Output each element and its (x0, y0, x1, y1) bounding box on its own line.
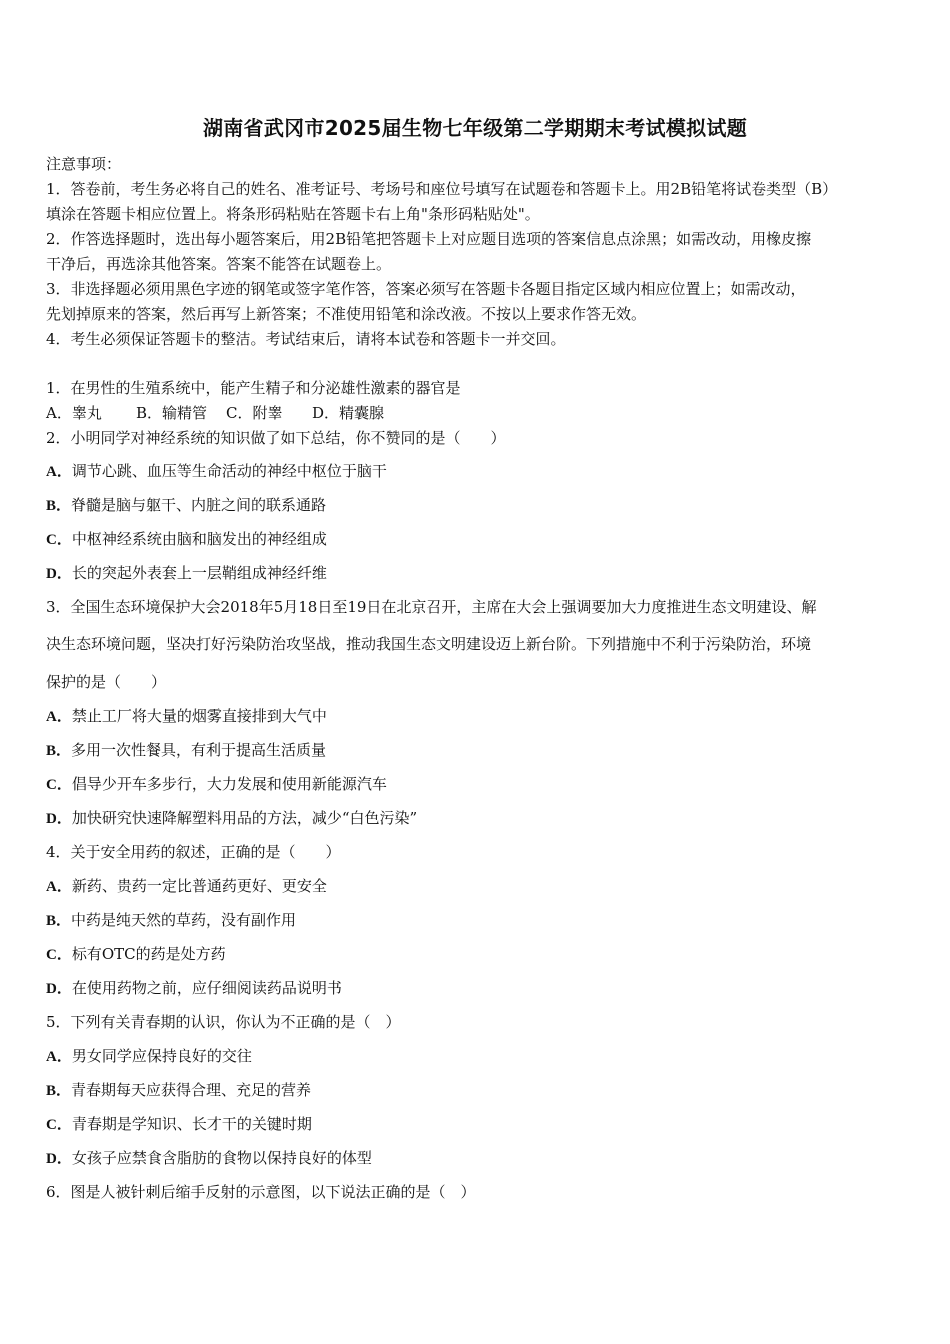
question-3-stem-line: 决生态环境问题，坚决打好污染防治攻坚战，推动我国生态文明建设迈上新台阶。下列措施中不利于污染防治，环境 (46, 635, 812, 653)
option-letter: D． (46, 1151, 72, 1167)
question-3-option-c (46, 773, 387, 794)
notice-line: 填涂在答题卡相应位置上。将条形码粘贴在答题卡右上角"条形码粘贴处"。 (46, 205, 540, 223)
page-title: 湖南省武冈市2025届生物七年级第二学期期末考试模拟试题 (202, 116, 748, 140)
option-letter: D． (46, 566, 72, 582)
notice-line: 干净后，再选涂其他答案。答案不能答在试题卷上。 (46, 255, 392, 273)
option-letter: D． (46, 981, 72, 997)
option-letter: A． (46, 879, 72, 895)
question-5-option-d (46, 1147, 372, 1168)
option-text: 禁止工厂将大量的烟雾直接排到大气中 (71, 707, 327, 725)
option-letter: C． (46, 777, 72, 793)
option-d: D．精囊腺 (312, 404, 385, 422)
option-letter: D． (46, 811, 72, 827)
question-3-option-a (46, 705, 327, 726)
option-letter: A． (46, 1049, 72, 1065)
question-2-option-c (46, 528, 327, 549)
notice-line: 2．作答选择题时，选出每小题答案后，用2B铅笔把答题卡上对应题目选项的答案信息点涂黑；如需改动，用橡皮擦 (46, 230, 812, 248)
option-letter: C． (46, 1117, 72, 1133)
question-4-option-b (46, 909, 296, 930)
question-2-stem: 2．小明同学对神经系统的知识做了如下总结，你不赞同的是（ ） (46, 429, 506, 447)
option-text: 中药是纯天然的草药，没有副作用 (71, 911, 297, 929)
option-text: 青春期是学知识、长才干的关键时期 (71, 1115, 312, 1133)
option-text: 女孩子应禁食含脂肪的食物以保持良好的体型 (71, 1149, 372, 1167)
option-letter: A． (46, 709, 72, 725)
question-1-stem: 1．在男性的生殖系统中，能产生精子和分泌雄性激素的器官是 (46, 379, 461, 397)
option-text: 调节心跳、血压等生命活动的神经中枢位于脑干 (71, 462, 387, 480)
option-a: A．睾丸 (46, 404, 102, 422)
option-letter: C． (46, 947, 72, 963)
question-5-option-c (46, 1113, 312, 1134)
option-text: 中枢神经系统由脑和脑发出的神经组成 (71, 530, 327, 548)
question-4-option-a (46, 875, 327, 896)
question-2-option-a (46, 460, 387, 481)
question-5-stem: 5．下列有关青春期的认识，你认为不正确的是（ ） (46, 1013, 401, 1031)
question-4-option-c (46, 943, 226, 964)
question-6-stem: 6．图是人被针刺后缩手反射的示意图，以下说法正确的是（ ） (46, 1183, 476, 1201)
option-text: 倡导少开车多步行，大力发展和使用新能源汽车 (71, 775, 387, 793)
option-text: 男女同学应保持良好的交往 (71, 1047, 252, 1065)
option-text: 多用一次性餐具，有利于提高生活质量 (71, 741, 327, 759)
option-letter: B． (46, 743, 72, 759)
option-text: 青春期每天应获得合理、充足的营养 (71, 1081, 312, 1099)
question-1-options (46, 402, 384, 423)
question-4-stem: 4．关于安全用药的叙述，正确的是（ ） (46, 843, 341, 861)
question-2-option-d (46, 562, 327, 583)
question-3-stem-line: 3．全国生态环境保护大会2018年5月18日至19日在北京召开，主席在大会上强调要加大力度推进生态文明建设、解 (46, 598, 817, 616)
notice-line: 3．非选择题必须用黑色字迹的钢笔或签字笔作答，答案必须写在答题卡各题目指定区域内相应位置上；如需改动， (46, 280, 806, 298)
question-2-option-b (46, 494, 326, 515)
option-text: 脊髓是脑与躯干、内脏之间的联系通路 (71, 496, 327, 514)
option-text: 长的突起外表套上一层鞘组成神经纤维 (71, 564, 327, 582)
question-3-option-d (46, 807, 417, 828)
option-letter: B． (46, 498, 72, 514)
option-c: C．附睾 (226, 404, 283, 422)
option-text: 标有OTC的药是处方药 (71, 945, 226, 963)
notice-line: 1．答卷前，考生务必将自己的姓名、准考证号、考场号和座位号填写在试题卷和答题卡上。用2B铅笔将试卷类型（B） (46, 180, 838, 198)
option-b: B．输精管 (136, 404, 208, 422)
option-letter: C． (46, 532, 72, 548)
option-letter: A． (46, 464, 72, 480)
option-text: 新药、贵药一定比普通药更好、更安全 (71, 877, 327, 895)
question-4-option-d (46, 977, 342, 998)
notice-line: 先划掉原来的答案，然后再写上新答案；不准使用铅笔和涂改液。不按以上要求作答无效。 (46, 305, 647, 323)
question-5-option-a (46, 1045, 252, 1066)
option-text: 在使用药物之前，应仔细阅读药品说明书 (71, 979, 342, 997)
question-5-option-b (46, 1079, 311, 1100)
option-text: 加快研究快速降解塑料用品的方法，减少“白色污染” (71, 809, 418, 827)
notice-line: 4．考生必须保证答题卡的整洁。考试结束后，请将本试卷和答题卡一并交回。 (46, 330, 566, 348)
notice-heading: 注意事项： (46, 155, 122, 173)
question-3-option-b (46, 739, 326, 760)
question-3-stem-line: 保护的是（ ） (46, 673, 167, 691)
option-letter: B． (46, 913, 72, 929)
option-letter: B． (46, 1083, 72, 1099)
